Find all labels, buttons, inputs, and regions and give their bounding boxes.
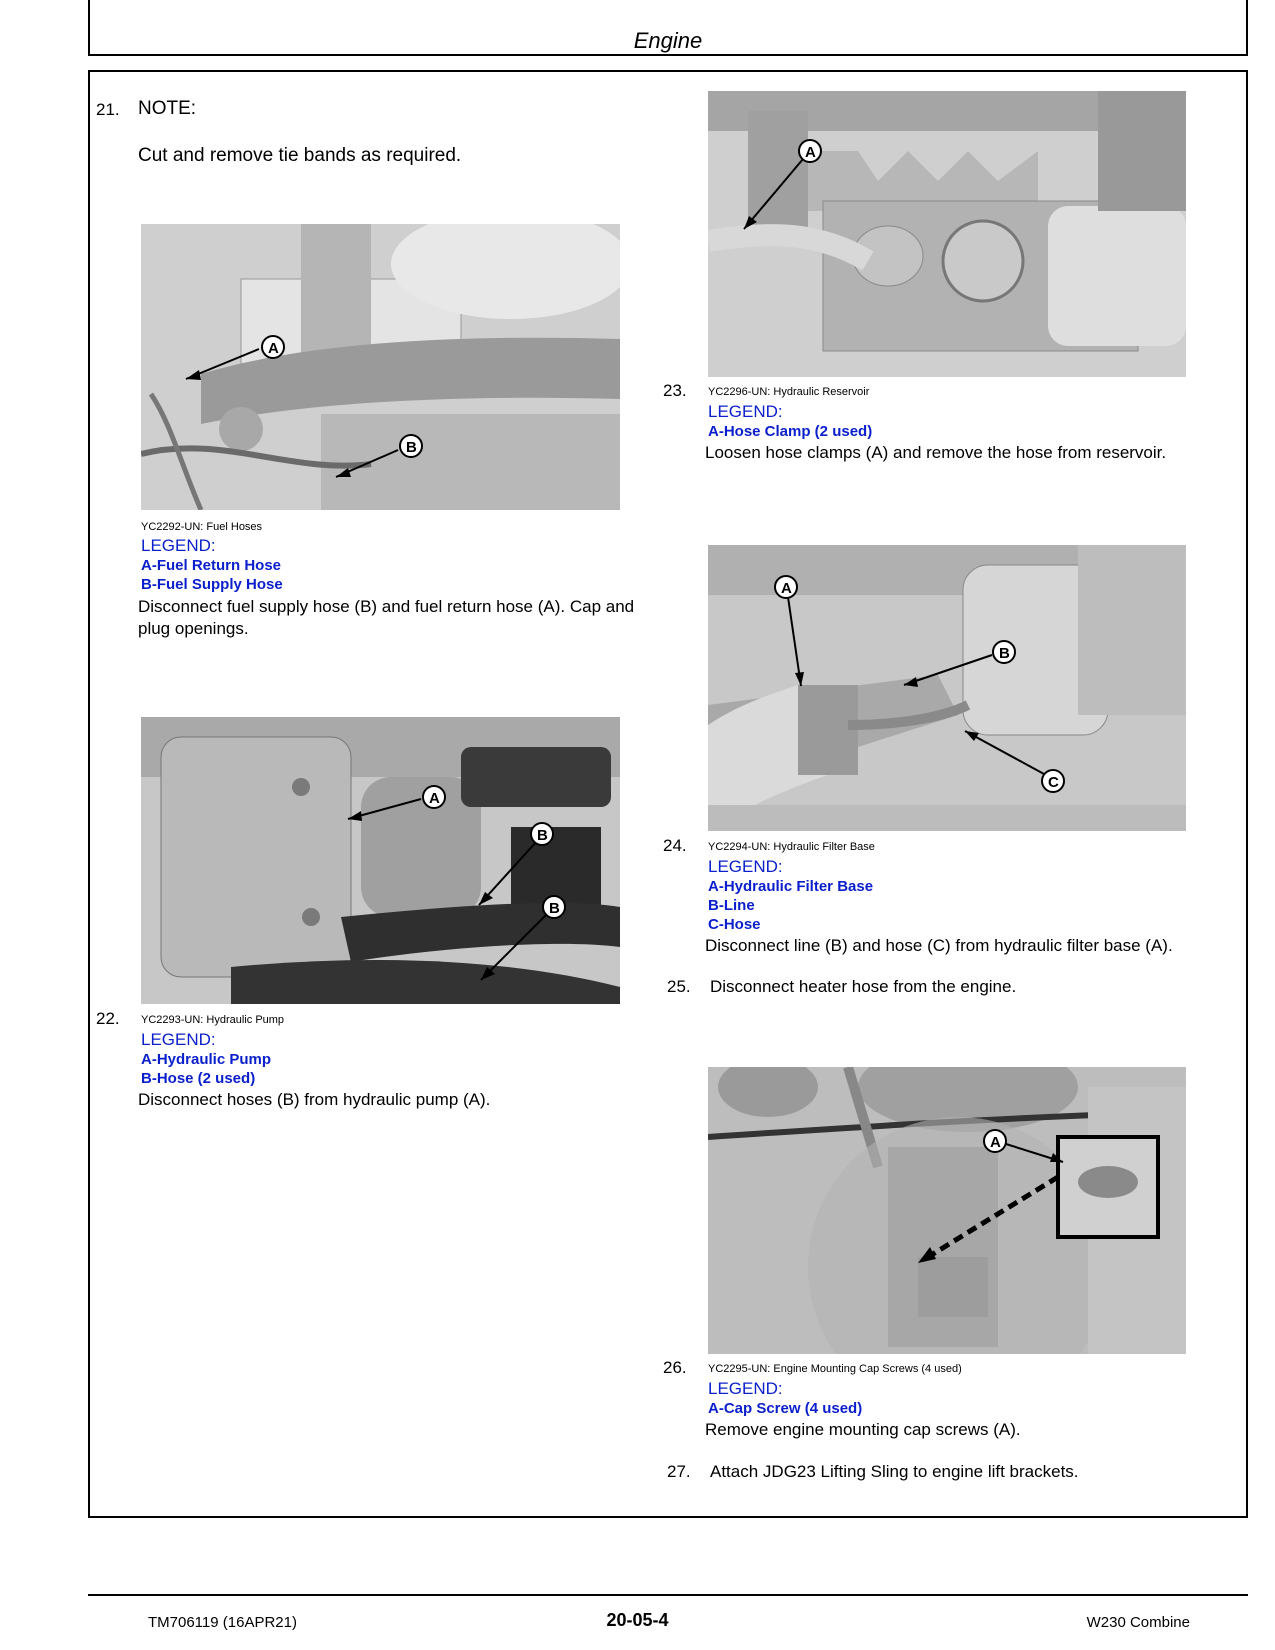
mounting-callout-a: A (990, 1134, 1001, 1151)
step-22-legend-item-b: B-Hose (2 used) (141, 1070, 256, 1087)
step-24-number: 24. (663, 836, 687, 855)
engine-mounting-photo (708, 1067, 1186, 1354)
footer-rule (88, 1594, 1248, 1596)
pump-callout-a: A (429, 790, 440, 807)
page-title: Engine (633, 28, 703, 53)
step-23-caption: YC2296-UN: Hydraulic Reservoir (708, 386, 870, 398)
fig1-legend-title: LEGEND: (141, 536, 216, 555)
step-27-number: 27. (667, 1462, 691, 1481)
step-24-legend-item-c: C-Hose (708, 916, 761, 933)
fuel-hoses-photo (141, 224, 620, 510)
step-22-number: 22. (96, 1009, 120, 1028)
step-26-caption: YC2295-UN: Engine Mounting Cap Screws (4 used) (708, 1363, 962, 1375)
step-22-text: Disconnect hoses (B) from hydraulic pump (A). (138, 1090, 491, 1109)
footer-page-number: 20-05-4 (606, 1610, 669, 1630)
filter-callout-a: A (781, 580, 792, 597)
step-24-legend-item-b: B-Line (708, 897, 755, 914)
step-25-text: Disconnect heater hose from the engine. (710, 977, 1017, 996)
step-24-legend-item-a: A-Hydraulic Filter Base (708, 878, 874, 895)
fig1-legend-item-a: A-Fuel Return Hose (141, 557, 282, 574)
step-24-legend-title: LEGEND: (708, 857, 783, 876)
step-21-note: NOTE: (138, 98, 197, 119)
fuel-hoses-callout-b: B (406, 439, 417, 456)
step-26-legend-title: LEGEND: (708, 1379, 783, 1398)
fig1-text: Disconnect fuel supply hose (B) and fuel return hose (A). Cap and plug openings. (138, 597, 635, 638)
step-21-number: 21. (96, 100, 120, 119)
fig1-caption: YC2292-UN: Fuel Hoses (141, 521, 263, 533)
pump-callout-b1: B (537, 827, 548, 844)
step-24-text: Disconnect line (B) and hose (C) from hydraulic filter base (A). (705, 936, 1173, 955)
step-22-legend-title: LEGEND: (141, 1030, 216, 1049)
fig1-legend-item-b: B-Fuel Supply Hose (141, 576, 283, 593)
step-25-number: 25. (667, 977, 691, 996)
filter-callout-b: B (999, 645, 1010, 662)
footer-product: W230 Combine (1086, 1614, 1190, 1631)
step-26-text: Remove engine mounting cap screws (A). (705, 1420, 1021, 1439)
step-22-caption: YC2293-UN: Hydraulic Pump (141, 1014, 285, 1026)
step-24-caption: YC2294-UN: Hydraulic Filter Base (708, 841, 875, 853)
step-23-legend-title: LEGEND: (708, 402, 783, 421)
step-26-legend-item-a: A-Cap Screw (4 used) (708, 1400, 863, 1417)
step-21-text: Cut and remove tie bands as required. (138, 145, 462, 166)
filter-callout-c: C (1048, 774, 1059, 791)
step-27-text: Attach JDG23 Lifting Sling to engine lift brackets. (710, 1462, 1079, 1481)
hydraulic-reservoir-photo (708, 91, 1186, 377)
step-22-legend-item-a: A-Hydraulic Pump (141, 1051, 272, 1068)
step-23-number: 23. (663, 381, 687, 400)
reservoir-callout-a: A (805, 144, 816, 161)
step-26-number: 26. (663, 1358, 687, 1377)
footer-doc-id: TM706119 (16APR21) (148, 1614, 297, 1631)
fuel-hoses-callout-a: A (268, 340, 279, 357)
hydraulic-pump-photo (141, 717, 620, 1004)
step-23-text: Loosen hose clamps (A) and remove the hose from reservoir. (705, 443, 1167, 462)
pump-callout-b2: B (549, 900, 560, 917)
step-23-legend-item-a: A-Hose Clamp (2 used) (708, 423, 873, 440)
hydraulic-filter-base-photo (708, 545, 1186, 831)
